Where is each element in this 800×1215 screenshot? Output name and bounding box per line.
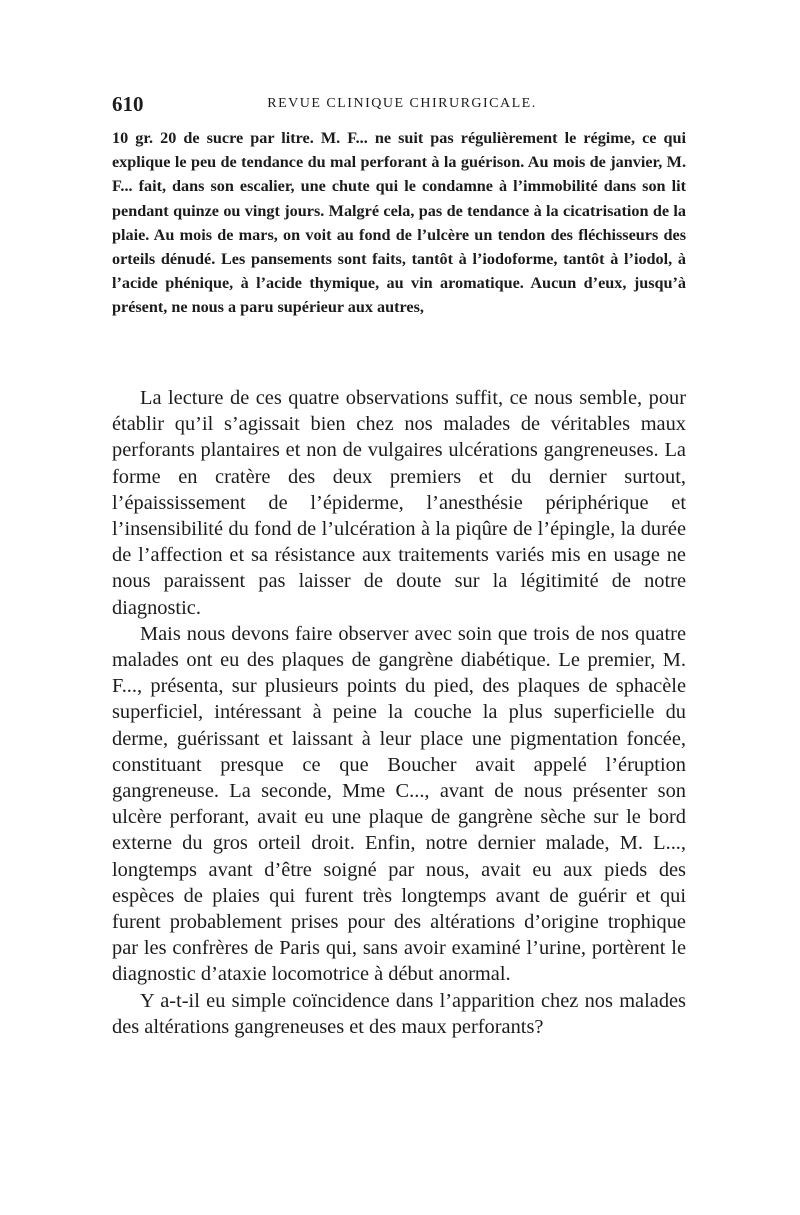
- paragraph-3: Y a-t-il eu simple coïncidence dans l’apparition chez nos malades des altérations gangreneuses et des maux perforants?: [112, 989, 686, 1038]
- observation-paragraph: 10 gr. 20 de sucre par litre. M. F... ne suit pas régulièrement le régime, ce qui explique le peu de tendance du mal perforant à la guérison. Au mois de janvier, M. F... fait, dans son escalier, une chute qui le condamne à l’immobilité dans son lit pendant quinze ou vingt jours. Malgré cela, pas de tendance à la cicatrisation de la plaie. Au mois de mars, on voit au fond de l’ulcère un tendon des fléchisseurs des orteils dénudé. Les pansements sont faits, tantôt à l’iodoforme, tantôt à l’iodol, à l’acide phénique, à l’acide thymique, au vin aromatique. Aucun d’eux, jusqu’à présent, ne nous a paru supérieur aux autres,: [112, 129, 686, 317]
- running-title: REVUE CLINIQUE CHIRURGICALE.: [267, 96, 537, 111]
- page-header: [112, 92, 692, 120]
- main-text: [112, 385, 686, 1040]
- page-number: 610: [112, 92, 144, 116]
- paragraph-1: La lecture de ces quatre observations suffit, ce nous semble, pour établir qu’il s’agissait bien chez nos malades de véritables maux perforants plantaires et non de vulgaires ulcérations gangreneuses. La forme en cratère des deux premiers et du dernier surtout, l’épaississement de l’épiderme, l’anesthésie périphérique et l’insensibilité du fond de l’ulcération à la piqûre de l’épingle, la durée de l’affection et sa résistance aux traitements variés mis en usage ne nous paraissent pas laisser de doute sur la légitimité de notre diagnostic.: [112, 387, 686, 619]
- paragraph-2: Mais nous devons faire observer avec soin que trois de nos quatre malades ont eu des plaques de gangrène diabétique. Le premier, M. F..., présenta, sur plusieurs points du pied, des plaques de sphacèle superficiel, intéressant à peine la couche la plus superficielle du derme, guérissant et laissant à leur place une pigmentation foncée, constituant presque ce que Boucher avait appelé l’éruption gangreneuse. La seconde, Mme C..., avant de nous présenter son ulcère perforant, avait eu une plaque de gangrène sèche sur le bord externe du gros orteil droit. Enfin, notre dernier malade, M. L..., longtemps avant d’être soigné par nous, avait eu aux pieds des espèces de plaies qui furent très longtemps avant de guérir et qui furent probablement prises pour des altérations d’origine trophique par les confrères de Paris qui, sans avoir examiné l’urine, portèrent le diagnostic d’ataxie locomotrice à début anormal.: [112, 622, 686, 986]
- observation-text: [112, 126, 686, 320]
